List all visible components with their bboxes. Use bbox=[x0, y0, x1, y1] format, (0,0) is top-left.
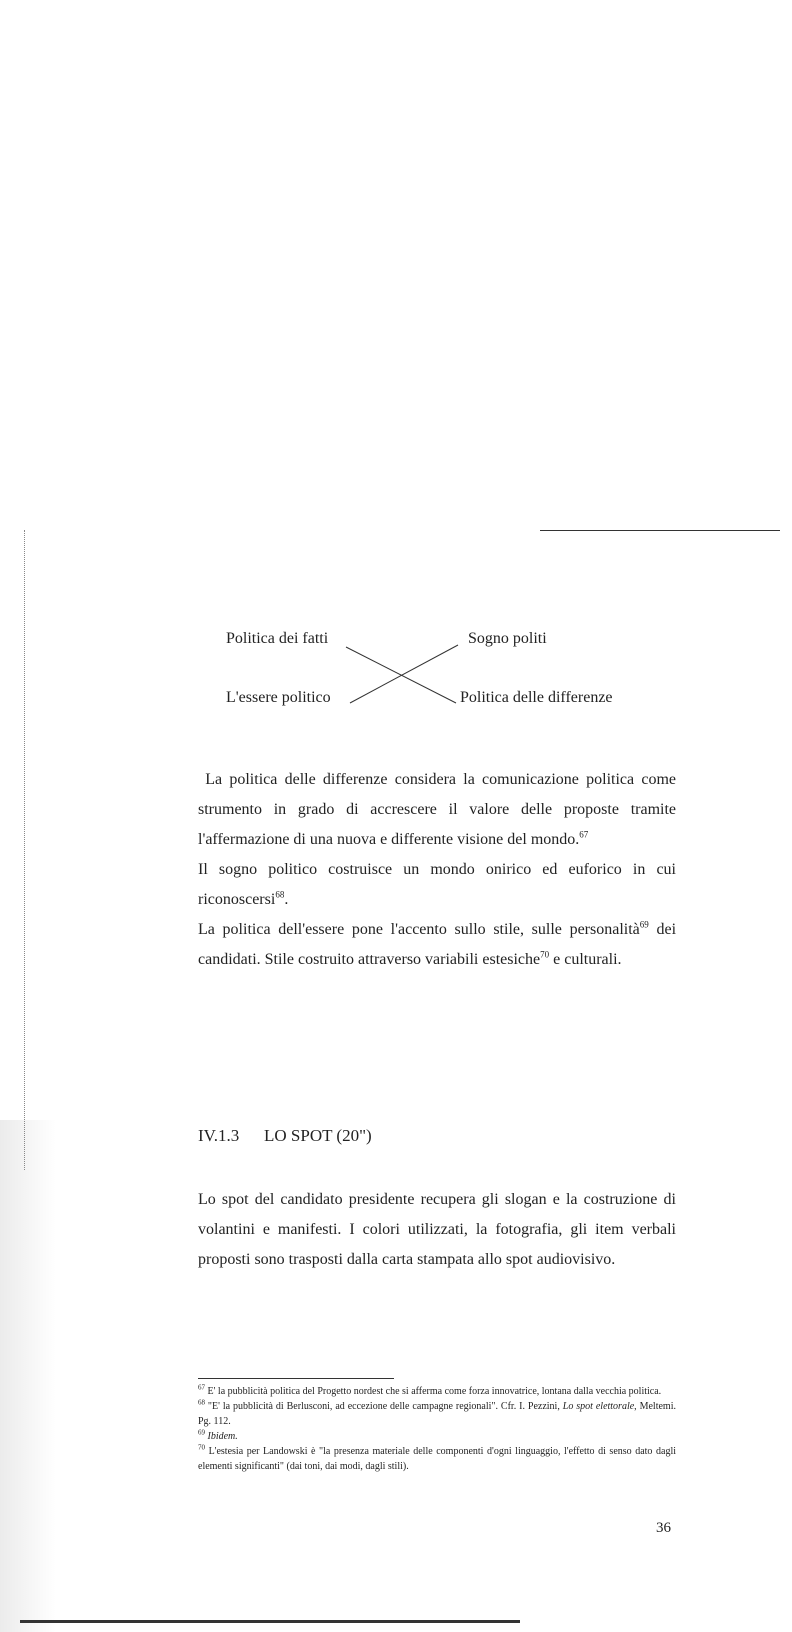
footnote-68: $^{68}$ "E' la pubblicità di Berlusconi, ad eccezione delle campagne regionali". Cfr. I. Pezzini, Lo spot elettorale, Meltemi. Pg. 112. bbox=[198, 1398, 676, 1427]
paragraph-politica-differenze: La politica delle differenze considera la comunicazione politica come strumento in grado di accrescere il valore delle proposte tramite l'affermazione di una nuova e differente visione del mondo.$^{67}$ bbox=[198, 771, 677, 848]
footnote-67: $^{67}$ E' la pubblicità politica del Progetto nordest che si afferma come forza innovatrice, lontana dalla vecchia politica. bbox=[198, 1383, 662, 1397]
section-body bbox=[198, 1185, 676, 1275]
paragraph-sogno-politico: Il sogno politico costruisce un mondo onirico ed euforico in cui riconoscersi$^{68}$. bbox=[198, 861, 676, 908]
section-heading bbox=[198, 1126, 372, 1146]
page-number: 36 bbox=[656, 1520, 671, 1536]
section-title: LO SPOT (20") bbox=[264, 1126, 372, 1145]
diagram-label-politica-dei-fatti: Politica dei fatti bbox=[226, 630, 329, 647]
footnote-69: $^{69}$ Ibidem. bbox=[198, 1428, 238, 1442]
footnote-ref-67[interactable]: 67 bbox=[579, 829, 589, 840]
footnote-70: $^{70}$ L'estesia per Landowski è "la presenza materiale delle componenti d'ogni linguaggio, l'effetto di senso dato dagli elementi significanti" (dai toni, dai modi, dagli stili). bbox=[198, 1443, 676, 1472]
footnotes bbox=[198, 1384, 676, 1474]
diagram-line-up bbox=[350, 645, 458, 703]
footnote-ref-69[interactable]: 69 bbox=[639, 919, 649, 930]
footnote-ref-68[interactable]: 68 bbox=[275, 889, 285, 900]
footnote-ref-70[interactable]: 70 bbox=[540, 949, 550, 960]
diagram-label-essere-politico: L'essere politico bbox=[226, 689, 331, 706]
paragraph-lo-spot: Lo spot del candidato presidente recupera gli slogan e la costruzione di volantini e manifesti. I colori utilizzati, la fotografia, gli item verbali proposti sono trasposti dalla carta stampata allo spot audiovisivo. bbox=[198, 1191, 676, 1268]
diagram-label-sogno-politico: Sogno politi bbox=[468, 630, 547, 647]
footnote-separator bbox=[198, 1378, 394, 1379]
diagram-label-politica-differenze: Politica delle differenze bbox=[460, 689, 613, 706]
paragraph-essere-politico: La politica dell'essere pone l'accento sullo stile, sulle personalità$^{69}$ dei candidati. Stile costruito attraverso variabili estesiche$^{70}$ e culturali. bbox=[198, 919, 677, 968]
body-paragraphs bbox=[198, 765, 676, 975]
section-number: IV.1.3 bbox=[198, 1126, 240, 1145]
scan-bottom-edge bbox=[20, 1620, 520, 1623]
